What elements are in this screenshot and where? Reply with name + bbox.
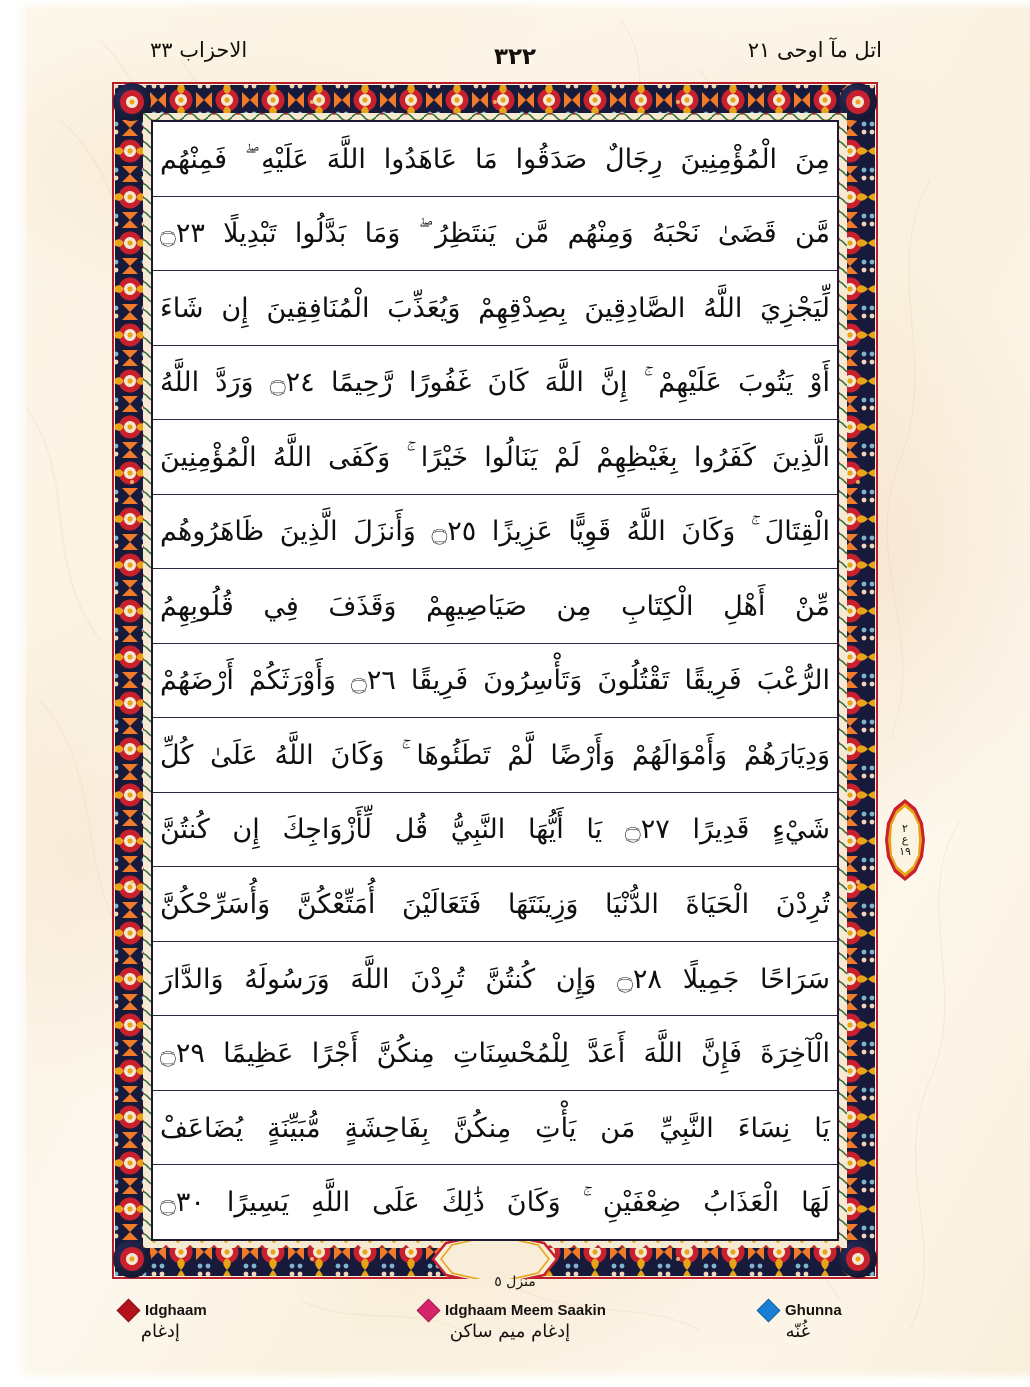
ayah-line-text: وَدِيَارَهُمْ وَأَمْوَالَهُمْ وَأَرْضًا لَّمْ تَطَئُوهَا ۚ وَكَانَ اللَّهُ عَلَىٰ كُلِّ [160,739,830,771]
ayah-line [153,1091,837,1166]
ayah-line [153,420,837,495]
legend-item-idghaam-meem-saakin [420,1302,606,1342]
ayah-line [153,197,837,272]
ayah-line [153,346,837,421]
legend-label-en: Ghunna [785,1302,842,1319]
ruku-number-bottom: ١٩ [899,844,911,858]
ruku-marker [884,798,926,882]
legend-label-en: Idghaam [145,1302,207,1319]
legend-row [120,1302,207,1319]
legend-item-ghunna [760,1302,842,1342]
ayah-line [153,867,837,942]
ayah-line-text: مِنَ الْمُؤْمِنِينَ رِجَالٌ صَدَقُوا مَا عَاهَدُوا اللَّهَ عَلَيْهِ ۖ فَمِنْهُم [160,143,830,175]
diamond-icon-idghaam [116,1298,140,1322]
quran-text-block [151,120,839,1241]
ayah-line [153,942,837,1017]
juz-title: اتل مآ اوحى ٢١ [747,38,882,62]
ayah-line-text: الْقِتَالَ ۚ وَكَانَ اللَّهُ قَوِيًّا عَزِيزًا ۝٢٥ وَأَنزَلَ الَّذِينَ ظَاهَرُوهُم [160,516,830,548]
ayah-line-text: شَيْءٍ قَدِيرًا ۝٢٧ يَا أَيُّهَا النَّبِيُّ قُل لِّأَزْوَاجِكَ إِن كُنتُنَّ [160,814,831,846]
page-gutter-top [0,0,1030,10]
surah-title: الاحزاب ٣٣ [150,38,248,62]
legend-row [420,1302,606,1319]
ayah-line-text: لِّيَجْزِيَ اللَّهُ الصَّادِقِينَ بِصِدْقِهِمْ وَيُعَذِّبَ الْمُنَافِقِينَ إِن شَاءَ [160,292,830,324]
ayah-line-text: أَوْ يَتُوبَ عَلَيْهِمْ ۚ إِنَّ اللَّهَ كَانَ غَفُورًا رَّحِيمًا ۝٢٤ وَرَدَّ اللَّهُ [160,367,830,399]
ayah-line-text: الْآخِرَةَ فَإِنَّ اللَّهَ أَعَدَّ لِلْمُحْسِنَاتِ مِنكُنَّ أَجْرًا عَظِيمًا ۝٢٩ [160,1038,830,1070]
ayah-line-text: مَّن قَضَىٰ نَحْبَهُ وَمِنْهُم مَّن يَنتَظِرُ ۖ وَمَا بَدَّلُوا تَبْدِيلًا ۝٢٣ [160,218,830,250]
diamond-icon-idghaam-meem-saakin [416,1298,440,1322]
tajweed-legend [120,1302,920,1368]
legend-label-ar: غُنّه [785,1321,811,1342]
ayah-line-text: الرُّعْبَ فَرِيقًا تَقْتُلُونَ وَتَأْسِرُونَ فَرِيقًا ۝٢٦ وَأَوْرَثَكُمْ أَرْضَهُمْ [160,665,830,697]
legend-label-ar: إدغام [140,1321,180,1342]
ayah-line-text: تُرِدْنَ الْحَيَاةَ الدُّنْيَا وَزِينَتَهَا فَتَعَالَيْنَ أُمَتِّعْكُنَّ وَأُسَرِّحْكُنَّ [160,888,830,920]
ayah-line [153,569,837,644]
ruku-ain-glyph: ع [901,833,909,847]
ayah-line [153,793,837,868]
legend-item-idghaam [120,1302,207,1342]
legend-row [760,1302,842,1319]
ayah-line-text: الَّذِينَ كَفَرُوا بِغَيْظِهِمْ لَمْ يَنَالُوا خَيْرًا ۚ وَكَفَى اللَّهُ الْمُؤْمِنِينَ [160,441,830,473]
ruku-marker-text [884,798,926,882]
ayah-line-text: سَرَاحًا جَمِيلًا ۝٢٨ وَإِن كُنتُنَّ تُرِدْنَ اللَّهَ وَرَسُولَهُ وَالدَّارَ [160,963,830,995]
ayah-line [153,271,837,346]
ayah-line [153,644,837,719]
ornamental-frame [112,82,878,1279]
diamond-icon-ghunna [756,1298,780,1322]
page-gutter-bottom [0,1371,1030,1387]
ayah-line-text: لَهَا الْعَذَابُ ضِعْفَيْنِ ۚ وَكَانَ ذَٰلِكَ عَلَى اللَّهِ يَسِيرًا ۝٣٠ [160,1187,830,1219]
page-gutter-left [0,0,26,1387]
ayah-line [153,1016,837,1091]
ruku-number-top: ٢ [902,821,908,835]
legend-label-en: Idghaam Meem Saakin [445,1302,606,1319]
page-number: ٣٢٢ [493,44,537,70]
ayah-line-text: مِّنْ أَهْلِ الْكِتَابِ مِن صَيَاصِيهِمْ وَقَذَفَ فِي قُلُوبِهِمُ [160,590,830,622]
ayah-line [153,495,837,570]
ayah-line-text: يَا نِسَاءَ النَّبِيِّ مَن يَأْتِ مِنكُنَّ بِفَاحِشَةٍ مُّبَيِّنَةٍ يُضَاعَفْ [160,1112,830,1144]
ayah-line [153,718,837,793]
legend-label-ar: إدغام ميم ساكن [449,1321,571,1342]
ayah-line [153,1165,837,1239]
ayah-line [153,122,837,197]
manzil-marker: منزل ٥ [494,1274,536,1290]
